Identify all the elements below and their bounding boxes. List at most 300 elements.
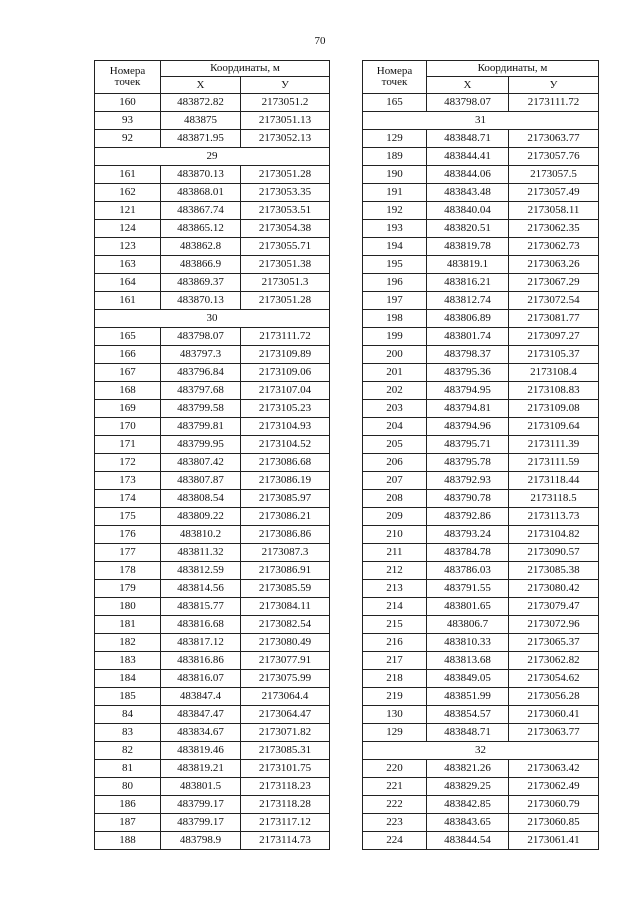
table-row xyxy=(363,706,599,724)
x-coordinate-cell: 483871.95 xyxy=(161,130,241,148)
x-coordinate-cell: 483869.37 xyxy=(161,274,241,292)
table-row xyxy=(363,634,599,652)
point-number-cell: 165 xyxy=(95,328,161,346)
table-row xyxy=(95,616,330,634)
y-coordinate-cell: 2173053.51 xyxy=(241,202,330,220)
table-row xyxy=(95,364,330,382)
y-coordinate-cell: 2173114.73 xyxy=(241,832,330,850)
x-coordinate-cell: 483806.89 xyxy=(427,310,509,328)
point-number-cell: 203 xyxy=(363,400,427,418)
table-row xyxy=(363,472,599,490)
table-row xyxy=(95,346,330,364)
point-number-cell: 166 xyxy=(95,346,161,364)
point-number-cell: 212 xyxy=(363,562,427,580)
table-row xyxy=(95,526,330,544)
point-number-label-line1: Номера xyxy=(109,65,146,77)
y-coordinate-cell: 2173062.73 xyxy=(509,238,599,256)
point-number-cell: 217 xyxy=(363,652,427,670)
table-row xyxy=(363,328,599,346)
y-coordinate-cell: 2173105.37 xyxy=(509,346,599,364)
y-coordinate-cell: 2173071.82 xyxy=(241,724,330,742)
x-coordinate-cell: 483816.68 xyxy=(161,616,241,634)
point-number-cell: 211 xyxy=(363,544,427,562)
y-coordinate-cell: 2173104.93 xyxy=(241,418,330,436)
y-coordinate-cell: 2173080.42 xyxy=(509,580,599,598)
table-row xyxy=(95,670,330,688)
point-number-cell: 124 xyxy=(95,220,161,238)
x-coordinate-cell: 483795.71 xyxy=(427,436,509,454)
y-coordinate-cell: 2173104.82 xyxy=(509,526,599,544)
x-coordinate-cell: 483797.3 xyxy=(161,346,241,364)
column-header-y: У xyxy=(509,77,599,94)
x-coordinate-cell: 483862.8 xyxy=(161,238,241,256)
page-number: 70 xyxy=(314,35,326,47)
table-row xyxy=(363,598,599,616)
table-row xyxy=(363,346,599,364)
x-coordinate-cell: 483792.86 xyxy=(427,508,509,526)
y-coordinate-cell: 2173072.54 xyxy=(509,292,599,310)
y-coordinate-cell: 2173051.13 xyxy=(241,112,330,130)
y-coordinate-cell: 2173107.04 xyxy=(241,382,330,400)
y-coordinate-cell: 2173097.27 xyxy=(509,328,599,346)
x-coordinate-cell: 483813.68 xyxy=(427,652,509,670)
table-row xyxy=(95,220,330,238)
y-coordinate-cell: 2173051.38 xyxy=(241,256,330,274)
point-number-cell: 198 xyxy=(363,310,427,328)
x-coordinate-cell: 483814.56 xyxy=(161,580,241,598)
y-coordinate-cell: 2173087.3 xyxy=(241,544,330,562)
y-coordinate-cell: 2173111.72 xyxy=(241,328,330,346)
table-row xyxy=(95,580,330,598)
x-coordinate-cell: 483792.93 xyxy=(427,472,509,490)
point-number-cell: 222 xyxy=(363,796,427,814)
table-row xyxy=(95,490,330,508)
point-number-cell: 195 xyxy=(363,256,427,274)
x-coordinate-cell: 483809.22 xyxy=(161,508,241,526)
point-number-cell: 80 xyxy=(95,778,161,796)
point-number-cell: 168 xyxy=(95,382,161,400)
table-row xyxy=(363,796,599,814)
point-number-cell: 129 xyxy=(363,724,427,742)
y-coordinate-cell: 2173062.35 xyxy=(509,220,599,238)
y-coordinate-cell: 2173051.3 xyxy=(241,274,330,292)
table-row xyxy=(95,652,330,670)
x-coordinate-cell: 483784.78 xyxy=(427,544,509,562)
point-number-cell: 161 xyxy=(95,166,161,184)
x-coordinate-cell: 483793.24 xyxy=(427,526,509,544)
table-row xyxy=(363,94,599,112)
table-row xyxy=(95,742,330,760)
x-coordinate-cell: 483790.78 xyxy=(427,490,509,508)
x-coordinate-cell: 483794.96 xyxy=(427,418,509,436)
group-number: 30 xyxy=(95,310,330,328)
x-coordinate-cell: 483843.65 xyxy=(427,814,509,832)
x-coordinate-cell: 483816.21 xyxy=(427,274,509,292)
point-number-cell: 170 xyxy=(95,418,161,436)
x-coordinate-cell: 483854.57 xyxy=(427,706,509,724)
table-row xyxy=(363,688,599,706)
x-coordinate-cell: 483801.5 xyxy=(161,778,241,796)
point-number-cell: 160 xyxy=(95,94,161,112)
x-coordinate-cell: 483868.01 xyxy=(161,184,241,202)
table-row xyxy=(95,184,330,202)
column-header-x: X xyxy=(427,77,509,94)
y-coordinate-cell: 2173067.29 xyxy=(509,274,599,292)
point-number-cell: 223 xyxy=(363,814,427,832)
y-coordinate-cell: 2173051.28 xyxy=(241,292,330,310)
x-coordinate-cell: 483816.07 xyxy=(161,670,241,688)
x-coordinate-cell: 483819.21 xyxy=(161,760,241,778)
table-row xyxy=(363,382,599,400)
y-coordinate-cell: 2173052.13 xyxy=(241,130,330,148)
x-coordinate-cell: 483794.81 xyxy=(427,400,509,418)
point-number-cell: 209 xyxy=(363,508,427,526)
point-number-cell: 181 xyxy=(95,616,161,634)
point-number-cell: 180 xyxy=(95,598,161,616)
point-number-cell: 201 xyxy=(363,364,427,382)
table-row xyxy=(95,832,330,850)
y-coordinate-cell: 2173085.31 xyxy=(241,742,330,760)
x-coordinate-cell: 483806.7 xyxy=(427,616,509,634)
x-coordinate-cell: 483786.03 xyxy=(427,562,509,580)
x-coordinate-cell: 483844.06 xyxy=(427,166,509,184)
y-coordinate-cell: 2173086.91 xyxy=(241,562,330,580)
x-coordinate-cell: 483865.12 xyxy=(161,220,241,238)
x-coordinate-cell: 483816.86 xyxy=(161,652,241,670)
point-number-cell: 186 xyxy=(95,796,161,814)
x-coordinate-cell: 483810.33 xyxy=(427,634,509,652)
table-row xyxy=(95,454,330,472)
table-row xyxy=(363,202,599,220)
column-header-y: У xyxy=(241,77,330,94)
y-coordinate-cell: 2173118.44 xyxy=(509,472,599,490)
x-coordinate-cell: 483796.84 xyxy=(161,364,241,382)
point-number-cell: 183 xyxy=(95,652,161,670)
point-number-cell: 173 xyxy=(95,472,161,490)
x-coordinate-cell: 483799.17 xyxy=(161,796,241,814)
point-number-cell: 204 xyxy=(363,418,427,436)
x-coordinate-cell: 483866.9 xyxy=(161,256,241,274)
table-row xyxy=(363,490,599,508)
y-coordinate-cell: 2173111.39 xyxy=(509,436,599,454)
y-coordinate-cell: 2173105.23 xyxy=(241,400,330,418)
column-header-coordinates: Координаты, м xyxy=(427,61,599,77)
point-number-cell: 192 xyxy=(363,202,427,220)
x-coordinate-cell: 483799.58 xyxy=(161,400,241,418)
y-coordinate-cell: 2173057.5 xyxy=(509,166,599,184)
point-number-cell: 221 xyxy=(363,778,427,796)
point-number-cell: 179 xyxy=(95,580,161,598)
y-coordinate-cell: 2173060.85 xyxy=(509,814,599,832)
table-row xyxy=(363,166,599,184)
point-number-label-line2: точек xyxy=(381,76,408,88)
y-coordinate-cell: 2173056.28 xyxy=(509,688,599,706)
x-coordinate-cell: 483815.77 xyxy=(161,598,241,616)
table-row xyxy=(95,202,330,220)
x-coordinate-cell: 483820.51 xyxy=(427,220,509,238)
y-coordinate-cell: 2173055.71 xyxy=(241,238,330,256)
point-number-cell: 194 xyxy=(363,238,427,256)
point-number-cell: 224 xyxy=(363,832,427,850)
x-coordinate-cell: 483817.12 xyxy=(161,634,241,652)
coordinates-table-left xyxy=(94,60,330,850)
x-coordinate-cell: 483791.55 xyxy=(427,580,509,598)
point-number-cell: 185 xyxy=(95,688,161,706)
table-row xyxy=(95,778,330,796)
x-coordinate-cell: 483811.32 xyxy=(161,544,241,562)
point-number-cell: 171 xyxy=(95,436,161,454)
group-header-row xyxy=(363,742,599,760)
point-number-cell: 200 xyxy=(363,346,427,364)
table-row xyxy=(95,112,330,130)
y-coordinate-cell: 2173061.41 xyxy=(509,832,599,850)
x-coordinate-cell: 483807.42 xyxy=(161,454,241,472)
y-coordinate-cell: 2173109.64 xyxy=(509,418,599,436)
table-row xyxy=(363,364,599,382)
y-coordinate-cell: 2173085.38 xyxy=(509,562,599,580)
column-header-point-number xyxy=(95,61,161,94)
y-coordinate-cell: 2173077.91 xyxy=(241,652,330,670)
y-coordinate-cell: 2173086.68 xyxy=(241,454,330,472)
table-row xyxy=(95,130,330,148)
table-row xyxy=(363,418,599,436)
y-coordinate-cell: 2173057.76 xyxy=(509,148,599,166)
x-coordinate-cell: 483812.59 xyxy=(161,562,241,580)
point-number-cell: 123 xyxy=(95,238,161,256)
point-number-cell: 172 xyxy=(95,454,161,472)
y-coordinate-cell: 2173057.49 xyxy=(509,184,599,202)
y-coordinate-cell: 2173063.42 xyxy=(509,760,599,778)
x-coordinate-cell: 483808.54 xyxy=(161,490,241,508)
table-row xyxy=(95,508,330,526)
table-row xyxy=(363,652,599,670)
x-coordinate-cell: 483819.46 xyxy=(161,742,241,760)
x-coordinate-cell: 483798.07 xyxy=(427,94,509,112)
table-row xyxy=(95,706,330,724)
point-number-cell: 202 xyxy=(363,382,427,400)
point-number-cell: 177 xyxy=(95,544,161,562)
table-row xyxy=(95,400,330,418)
y-coordinate-cell: 2173084.11 xyxy=(241,598,330,616)
coordinates-table-right xyxy=(362,60,599,850)
x-coordinate-cell: 483847.4 xyxy=(161,688,241,706)
x-coordinate-cell: 483819.1 xyxy=(427,256,509,274)
point-number-cell: 83 xyxy=(95,724,161,742)
point-number-cell: 162 xyxy=(95,184,161,202)
table-row xyxy=(363,778,599,796)
group-header-row xyxy=(95,148,330,166)
point-number-cell: 169 xyxy=(95,400,161,418)
point-number-cell: 197 xyxy=(363,292,427,310)
y-coordinate-cell: 2173063.77 xyxy=(509,724,599,742)
table-row xyxy=(363,814,599,832)
y-coordinate-cell: 2173086.21 xyxy=(241,508,330,526)
x-coordinate-cell: 483799.95 xyxy=(161,436,241,454)
y-coordinate-cell: 2173064.4 xyxy=(241,688,330,706)
y-coordinate-cell: 2173080.49 xyxy=(241,634,330,652)
column-header-coordinates: Координаты, м xyxy=(161,61,330,77)
table-row xyxy=(363,436,599,454)
point-number-cell: 167 xyxy=(95,364,161,382)
group-number: 29 xyxy=(95,148,330,166)
table-row xyxy=(363,832,599,850)
x-coordinate-cell: 483843.48 xyxy=(427,184,509,202)
x-coordinate-cell: 483847.47 xyxy=(161,706,241,724)
point-number-cell: 213 xyxy=(363,580,427,598)
table-row xyxy=(95,562,330,580)
y-coordinate-cell: 2173086.86 xyxy=(241,526,330,544)
point-number-cell: 121 xyxy=(95,202,161,220)
table-row xyxy=(95,94,330,112)
y-coordinate-cell: 2173064.47 xyxy=(241,706,330,724)
table-row xyxy=(363,130,599,148)
y-coordinate-cell: 2173060.79 xyxy=(509,796,599,814)
point-number-cell: 190 xyxy=(363,166,427,184)
y-coordinate-cell: 2173075.99 xyxy=(241,670,330,688)
group-number: 32 xyxy=(363,742,599,760)
x-coordinate-cell: 483848.71 xyxy=(427,724,509,742)
y-coordinate-cell: 2173062.49 xyxy=(509,778,599,796)
point-number-cell: 193 xyxy=(363,220,427,238)
point-number-cell: 219 xyxy=(363,688,427,706)
table-row xyxy=(363,400,599,418)
column-header-point-number xyxy=(363,61,427,94)
point-number-cell: 84 xyxy=(95,706,161,724)
table-row xyxy=(363,616,599,634)
y-coordinate-cell: 2173063.26 xyxy=(509,256,599,274)
table-row xyxy=(363,274,599,292)
y-coordinate-cell: 2173081.77 xyxy=(509,310,599,328)
x-coordinate-cell: 483821.26 xyxy=(427,760,509,778)
x-coordinate-cell: 483795.78 xyxy=(427,454,509,472)
table-row xyxy=(363,670,599,688)
table-row xyxy=(363,454,599,472)
table-row xyxy=(363,724,599,742)
y-coordinate-cell: 2173054.38 xyxy=(241,220,330,238)
group-header-row xyxy=(95,310,330,328)
point-number-cell: 92 xyxy=(95,130,161,148)
table-row xyxy=(95,292,330,310)
y-coordinate-cell: 2173113.73 xyxy=(509,508,599,526)
point-number-cell: 188 xyxy=(95,832,161,850)
y-coordinate-cell: 2173085.59 xyxy=(241,580,330,598)
y-coordinate-cell: 2173054.62 xyxy=(509,670,599,688)
y-coordinate-cell: 2173058.11 xyxy=(509,202,599,220)
y-coordinate-cell: 2173053.35 xyxy=(241,184,330,202)
point-number-cell: 165 xyxy=(363,94,427,112)
table-row xyxy=(363,148,599,166)
point-number-cell: 182 xyxy=(95,634,161,652)
x-coordinate-cell: 483807.87 xyxy=(161,472,241,490)
x-coordinate-cell: 483848.71 xyxy=(427,130,509,148)
table-row xyxy=(95,274,330,292)
point-number-cell: 216 xyxy=(363,634,427,652)
table-row xyxy=(363,184,599,202)
table-row xyxy=(363,310,599,328)
table-row xyxy=(95,328,330,346)
table-row xyxy=(95,634,330,652)
y-coordinate-cell: 2173086.19 xyxy=(241,472,330,490)
table-row xyxy=(95,382,330,400)
x-coordinate-cell: 483844.54 xyxy=(427,832,509,850)
y-coordinate-cell: 2173109.89 xyxy=(241,346,330,364)
y-coordinate-cell: 2173063.77 xyxy=(509,130,599,148)
x-coordinate-cell: 483842.85 xyxy=(427,796,509,814)
table-row xyxy=(95,256,330,274)
point-number-label-line1: Номера xyxy=(376,65,413,77)
point-number-cell: 218 xyxy=(363,670,427,688)
y-coordinate-cell: 2173072.96 xyxy=(509,616,599,634)
y-coordinate-cell: 2173118.28 xyxy=(241,796,330,814)
point-number-cell: 82 xyxy=(95,742,161,760)
point-number-cell: 191 xyxy=(363,184,427,202)
table-row xyxy=(363,508,599,526)
point-number-cell: 196 xyxy=(363,274,427,292)
x-coordinate-cell: 483799.81 xyxy=(161,418,241,436)
table-row xyxy=(363,238,599,256)
y-coordinate-cell: 2173117.12 xyxy=(241,814,330,832)
x-coordinate-cell: 483844.41 xyxy=(427,148,509,166)
table-row xyxy=(95,166,330,184)
point-number-cell: 175 xyxy=(95,508,161,526)
coordinates-table-right-body xyxy=(363,94,599,850)
x-coordinate-cell: 483840.04 xyxy=(427,202,509,220)
x-coordinate-cell: 483798.07 xyxy=(161,328,241,346)
point-number-cell: 208 xyxy=(363,490,427,508)
x-coordinate-cell: 483794.95 xyxy=(427,382,509,400)
table-row xyxy=(95,598,330,616)
point-number-cell: 81 xyxy=(95,760,161,778)
y-coordinate-cell: 2173090.57 xyxy=(509,544,599,562)
y-coordinate-cell: 2173051.2 xyxy=(241,94,330,112)
x-coordinate-cell: 483801.65 xyxy=(427,598,509,616)
y-coordinate-cell: 2173062.82 xyxy=(509,652,599,670)
table-row xyxy=(95,796,330,814)
table-row xyxy=(95,814,330,832)
table-row xyxy=(363,544,599,562)
x-coordinate-cell: 483867.74 xyxy=(161,202,241,220)
point-number-cell: 174 xyxy=(95,490,161,508)
y-coordinate-cell: 2173085.97 xyxy=(241,490,330,508)
x-coordinate-cell: 483870.13 xyxy=(161,166,241,184)
table-row xyxy=(95,238,330,256)
table-row xyxy=(95,544,330,562)
table-row xyxy=(363,256,599,274)
point-number-label-line2: точек xyxy=(114,76,141,88)
coordinates-table-left-body xyxy=(95,94,330,850)
table-row xyxy=(95,418,330,436)
x-coordinate-cell: 483834.67 xyxy=(161,724,241,742)
point-number-cell: 129 xyxy=(363,130,427,148)
group-number: 31 xyxy=(363,112,599,130)
x-coordinate-cell: 483795.36 xyxy=(427,364,509,382)
point-number-cell: 214 xyxy=(363,598,427,616)
y-coordinate-cell: 2173079.47 xyxy=(509,598,599,616)
point-number-cell: 206 xyxy=(363,454,427,472)
point-number-cell: 178 xyxy=(95,562,161,580)
y-coordinate-cell: 2173082.54 xyxy=(241,616,330,634)
y-coordinate-cell: 2173111.59 xyxy=(509,454,599,472)
point-number-cell: 189 xyxy=(363,148,427,166)
point-number-cell: 184 xyxy=(95,670,161,688)
point-number-cell: 210 xyxy=(363,526,427,544)
x-coordinate-cell: 483812.74 xyxy=(427,292,509,310)
table-row xyxy=(95,724,330,742)
point-number-cell: 176 xyxy=(95,526,161,544)
table-row xyxy=(95,472,330,490)
group-header-row xyxy=(363,112,599,130)
y-coordinate-cell: 2173118.5 xyxy=(509,490,599,508)
